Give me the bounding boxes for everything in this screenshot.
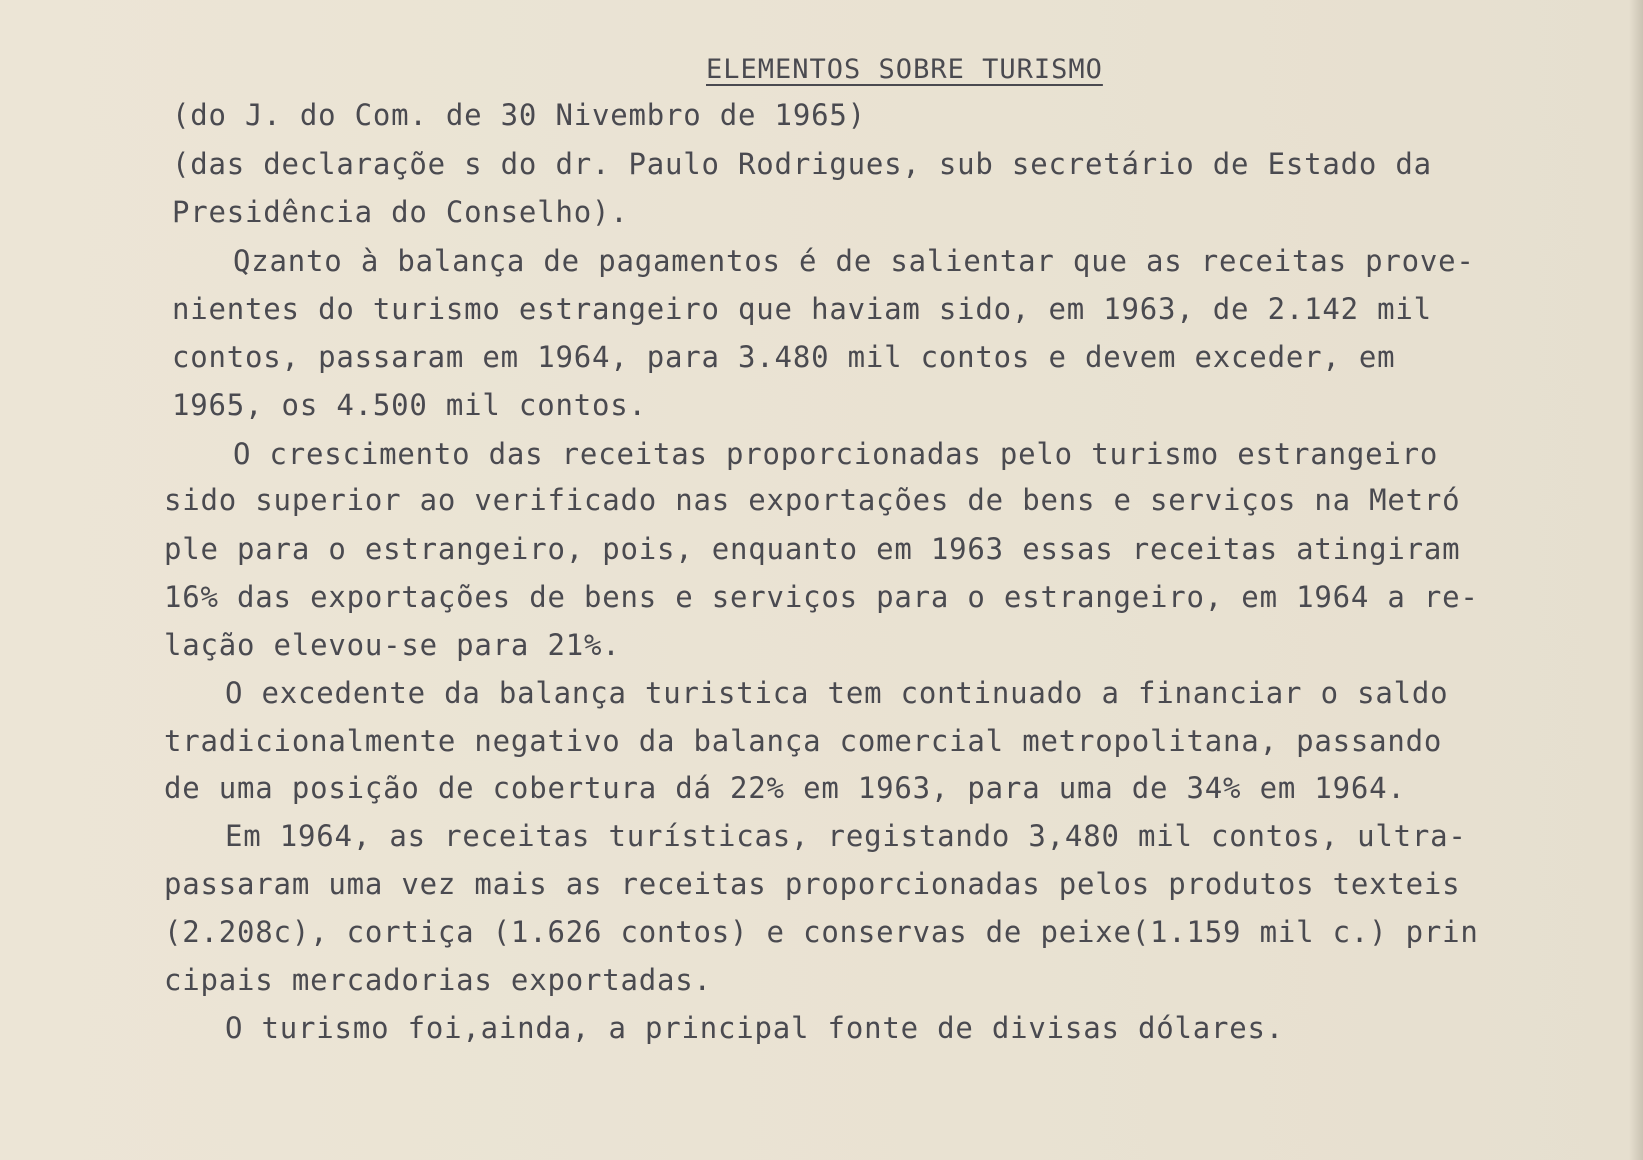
document-title: ELEMENTOS SOBRE TURISMO bbox=[706, 54, 1103, 85]
text-line: passaram uma vez mais as receitas proporcionadas pelos produtos texteis bbox=[164, 867, 1461, 901]
text-line: 16% das exportações de bens e serviços para o estrangeiro, em 1964 a re- bbox=[164, 580, 1479, 614]
text-line: Presidência do Conselho). bbox=[172, 195, 629, 229]
text-line: O excedente da balança turistica tem continuado a financiar o saldo bbox=[225, 676, 1449, 710]
text-line: O crescimento das receitas proporcionadas pelo turismo estrangeiro bbox=[233, 437, 1439, 471]
text-line: Em 1964, as receitas turísticas, registando 3,480 mil contos, ultra- bbox=[225, 819, 1467, 853]
text-line: ple para o estrangeiro, pois, enquanto em 1963 essas receitas atingiram bbox=[164, 532, 1461, 566]
text-line: tradicionalmente negativo da balança comercial metropolitana, passando bbox=[164, 724, 1443, 758]
page-edge-shadow bbox=[1629, 0, 1643, 1160]
text-line: contos, passaram em 1964, para 3.480 mil contos e devem exceder, em bbox=[172, 340, 1396, 374]
text-line: de uma posição de cobertura dá 22% em 1963, para uma de 34% em 1964. bbox=[164, 771, 1406, 805]
text-line: (do J. do Com. de 30 Nivembro de 1965) bbox=[172, 98, 866, 132]
text-line: Qzanto à balança de pagamentos é de salientar que as receitas prove- bbox=[233, 244, 1475, 278]
text-line: (2.208c), cortiça (1.626 contos) e conservas de peixe(1.159 mil c.) prin bbox=[164, 915, 1479, 949]
text-line: nientes do turismo estrangeiro que haviam sido, em 1963, de 2.142 mil bbox=[172, 292, 1432, 326]
text-line: sido superior ao verificado nas exportações de bens e serviços na Metró bbox=[164, 483, 1461, 517]
text-line: cipais mercadorias exportadas. bbox=[164, 963, 712, 997]
text-line: 1965, os 4.500 mil contos. bbox=[172, 388, 647, 422]
text-line: lação elevou-se para 21%. bbox=[164, 628, 621, 662]
text-line: O turismo foi,ainda, a principal fonte de divisas dólares. bbox=[225, 1011, 1285, 1045]
text-line: (das declaraçõe s do dr. Paulo Rodrigues, sub secretário de Estado da bbox=[172, 147, 1432, 181]
